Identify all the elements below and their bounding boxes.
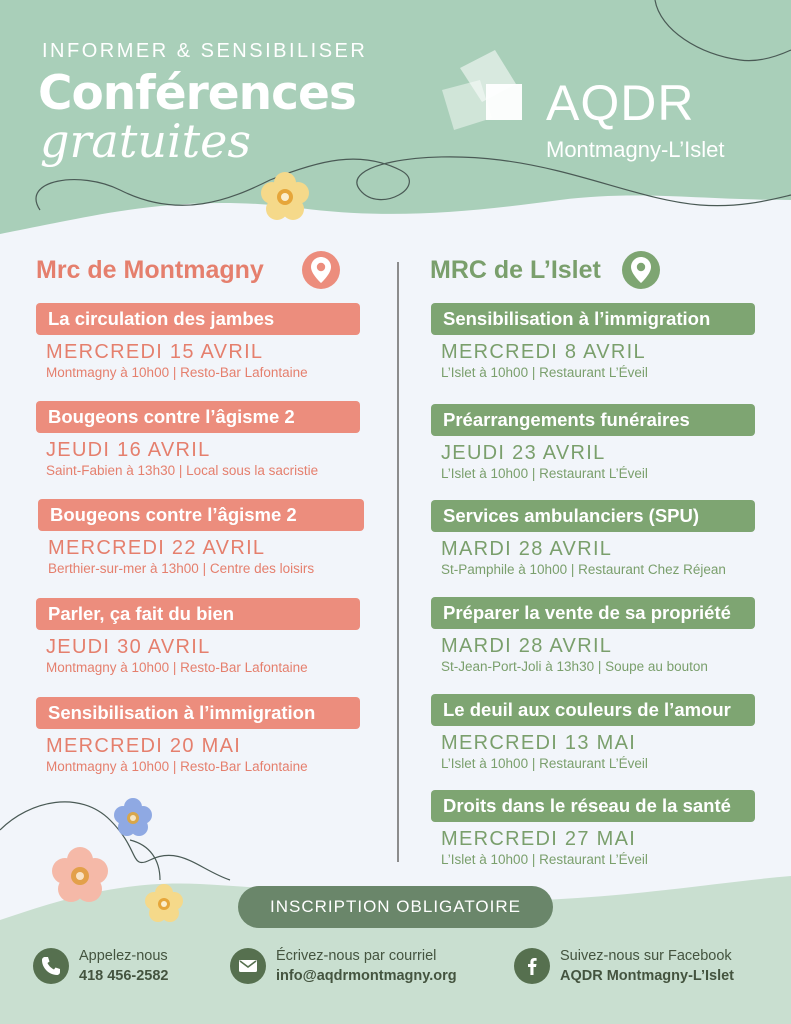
- event-place: L’Islet à 10h00 | Restaurant L’Éveil: [441, 756, 648, 771]
- facebook-page[interactable]: AQDR Montmagny-L’Islet: [560, 968, 735, 984]
- event-date: MARDI 28 AVRIL: [441, 635, 613, 657]
- event-date: MERCREDI 22 AVRIL: [48, 537, 266, 559]
- event-item: [36, 697, 360, 774]
- event-item: [38, 499, 364, 576]
- event-item: [431, 500, 755, 577]
- event-place: L’Islet à 10h00 | Restaurant L’Éveil: [441, 466, 648, 481]
- event-place: Berthier-sur-mer à 13h00 | Centre des loisirs: [48, 561, 315, 576]
- phone-number[interactable]: 418 456-2582: [79, 968, 169, 984]
- event-place: L’Islet à 10h00 | Restaurant L’Éveil: [441, 852, 648, 867]
- event-place: Montmagny à 10h00 | Resto-Bar Lafontaine: [46, 759, 308, 774]
- logo-name: AQDR: [546, 75, 695, 131]
- event-title: Droits dans le réseau de la santé: [431, 790, 755, 822]
- event-date: MERCREDI 20 MAI: [46, 735, 242, 757]
- flower-icon: [258, 170, 312, 224]
- location-pin-icon: [302, 251, 340, 289]
- event-date: MERCREDI 8 AVRIL: [441, 341, 646, 363]
- event-title: Le deuil aux couleurs de l’amour: [431, 694, 755, 726]
- flower-icon: [112, 797, 154, 839]
- location-pin-icon: [622, 251, 660, 289]
- event-title: Sensibilisation à l’immigration: [36, 697, 360, 729]
- event-date: MERCREDI 13 MAI: [441, 732, 637, 754]
- phone-icon: [33, 948, 69, 984]
- flower-icon: [142, 882, 186, 926]
- column-divider: [397, 262, 399, 862]
- event-title: Sensibilisation à l’immigration: [431, 303, 755, 335]
- contact-label: Suivez-nous sur Facebook: [560, 948, 732, 964]
- event-item: [36, 598, 360, 675]
- event-item: [431, 404, 755, 481]
- event-date: MERCREDI 15 AVRIL: [46, 341, 264, 363]
- event-place: Montmagny à 10h00 | Resto-Bar Lafontaine: [46, 365, 308, 380]
- event-place: St-Pamphile à 10h00 | Restaurant Chez Réjean: [441, 562, 726, 577]
- facebook-icon: [514, 948, 550, 984]
- event-title: Préarrangements funéraires: [431, 404, 755, 436]
- event-place: Saint-Fabien à 13h30 | Local sous la sacristie: [46, 463, 319, 478]
- email-address[interactable]: info@aqdrmontmagny.org: [276, 968, 457, 984]
- logo-subtitle: Montmagny-L’Islet: [546, 137, 725, 162]
- event-place: Montmagny à 10h00 | Resto-Bar Lafontaine: [46, 660, 308, 675]
- event-title: Parler, ça fait du bien: [36, 598, 360, 630]
- event-date: JEUDI 23 AVRIL: [441, 442, 606, 464]
- event-item: [431, 303, 755, 380]
- event-date: JEUDI 16 AVRIL: [46, 439, 211, 461]
- event-place: St-Jean-Port-Joli à 13h30 | Soupe au bouton: [441, 659, 708, 674]
- contact-phone[interactable]: [33, 944, 233, 988]
- contact-label: Écrivez-nous par courriel: [276, 948, 437, 964]
- contact-facebook[interactable]: [514, 944, 774, 988]
- aqdr-logo-icon: [440, 50, 530, 140]
- event-title: Préparer la vente de sa propriété: [431, 597, 755, 629]
- right-column-heading: MRC de L’Islet: [430, 256, 601, 284]
- event-item: [431, 790, 755, 867]
- page-subtitle: gratuites: [40, 114, 251, 168]
- event-title: Bougeons contre l’âgisme 2: [38, 499, 364, 531]
- event-place: L’Islet à 10h00 | Restaurant L’Éveil: [441, 365, 648, 380]
- left-column-heading: Mrc de Montmagny: [36, 256, 264, 284]
- event-title: Services ambulanciers (SPU): [431, 500, 755, 532]
- eyebrow-text: INFORMER & SENSIBILISER: [42, 40, 368, 62]
- event-date: JEUDI 30 AVRIL: [46, 636, 211, 658]
- contact-label: Appelez-nous: [79, 948, 168, 964]
- event-item: [36, 401, 360, 478]
- event-date: MERCREDI 27 MAI: [441, 828, 637, 850]
- page-title: Conférences: [38, 66, 356, 121]
- mail-icon: [230, 948, 266, 984]
- event-date: MARDI 28 AVRIL: [441, 538, 613, 560]
- event-title: La circulation des jambes: [36, 303, 360, 335]
- flower-icon: [50, 846, 110, 906]
- event-item: [36, 303, 360, 380]
- event-item: [431, 694, 755, 771]
- event-title: Bougeons contre l’âgisme 2: [36, 401, 360, 433]
- event-item: [431, 597, 755, 674]
- contact-email[interactable]: [230, 944, 500, 988]
- inscription-badge: INSCRIPTION OBLIGATOIRE: [238, 886, 553, 928]
